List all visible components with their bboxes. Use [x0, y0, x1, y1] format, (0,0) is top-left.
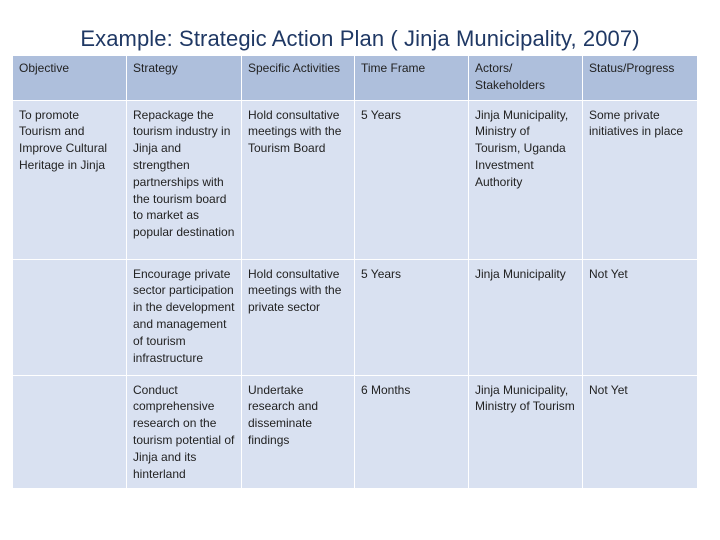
cell-status: Some private initiatives in place — [583, 100, 698, 259]
cell-activities: Undertake research and disseminate findings — [242, 375, 355, 489]
cell-objective: To promote Tourism and Improve Cultural Heritage in Jinja — [13, 100, 127, 259]
cell-status: Not Yet — [583, 375, 698, 489]
cell-strategy: Repackage the tourism industry in Jinja and strengthen partnerships with the tourism board to market as popular destination — [127, 100, 242, 259]
cell-activities: Hold consultative meetings with the private sector — [242, 259, 355, 375]
cell-strategy: Conduct comprehensive research on the tourism potential of Jinja and its hinterland — [127, 375, 242, 489]
cell-strategy: Encourage private sector participation in the development and management of tourism infrastructure — [127, 259, 242, 375]
header-status: Status/Progress — [583, 56, 698, 101]
header-row — [13, 56, 698, 101]
cell-actors: Jinja Municipality — [469, 259, 583, 375]
cell-timeframe: 5 Years — [355, 259, 469, 375]
header-timeframe: Time Frame — [355, 56, 469, 101]
cell-timeframe: 5 Years — [355, 100, 469, 259]
cell-activities: Hold consultative meetings with the Tourism Board — [242, 100, 355, 259]
cell-actors: Jinja Municipality, Ministry of Tourism, Uganda Investment Authority — [469, 100, 583, 259]
cell-status: Not Yet — [583, 259, 698, 375]
table-row — [13, 375, 698, 489]
cell-timeframe: 6 Months — [355, 375, 469, 489]
cell-objective — [13, 375, 127, 489]
cell-objective — [13, 259, 127, 375]
page-title: Example: Strategic Action Plan ( Jinja Municipality, 2007) — [80, 26, 640, 51]
cell-actors: Jinja Municipality, Ministry of Tourism — [469, 375, 583, 489]
header-actors: Actors/ Stakeholders — [469, 56, 583, 101]
table-row — [13, 259, 698, 375]
header-activities: Specific Activities — [242, 56, 355, 101]
action-plan-table — [12, 55, 698, 489]
header-objective: Objective — [13, 56, 127, 101]
table-row — [13, 100, 698, 259]
header-strategy: Strategy — [127, 56, 242, 101]
